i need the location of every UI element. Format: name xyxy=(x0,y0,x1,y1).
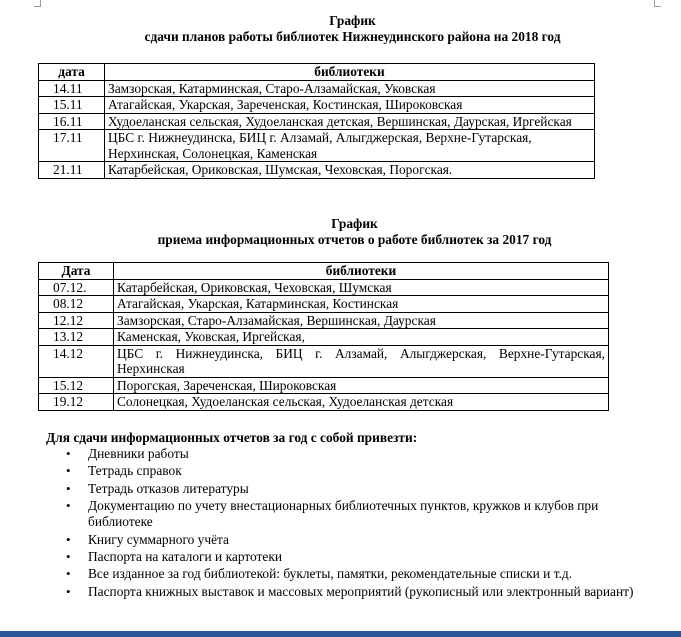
row-date: 12.12 xyxy=(39,312,114,329)
row-date: 08.12 xyxy=(39,296,114,313)
row-libraries: Катарбейская, Ориковская, Чеховская, Шумская xyxy=(114,279,609,296)
schedule2-table xyxy=(38,262,609,411)
page-corner-mark-right xyxy=(654,0,661,7)
row-libraries: Атагайская, Укарская, Катарминская, Костинская xyxy=(114,296,609,313)
table-row xyxy=(39,312,609,329)
row-libraries: Худоеланская сельская, Худоеланская детская, Вершинская, Даурская, Иргейская xyxy=(105,113,595,130)
list-item xyxy=(66,566,640,582)
list-item xyxy=(66,446,640,462)
bullet-icon: • xyxy=(66,531,71,547)
column-header-libraries: библиотеки xyxy=(105,64,595,81)
row-libraries: Каменская, Уковская, Иргейская, xyxy=(114,329,609,346)
row-date: 15.12 xyxy=(39,377,114,394)
list-item-text: Паспорта книжных выставок и массовых мероприятий (рукописный или электронный вариант) xyxy=(88,583,634,599)
list-item-text: Документацию по учету внестационарных библиотечных пунктов, кружков и клубов при библиотеке xyxy=(88,498,599,530)
table-row xyxy=(39,97,595,114)
row-date: 21.11 xyxy=(39,162,105,179)
schedule1-heading xyxy=(12,13,681,45)
list-item-text: Все изданное за год библиотекой: буклеты, памятки, рекомендательные списки и т.д. xyxy=(88,566,573,582)
row-date: 15.11 xyxy=(39,97,105,114)
page-corner-mark-left xyxy=(34,0,41,7)
row-date: 19.12 xyxy=(39,394,114,411)
table-row xyxy=(39,296,609,313)
list-item xyxy=(66,498,640,530)
window-bottom-bar xyxy=(0,631,681,637)
table-header-row xyxy=(39,263,609,280)
row-libraries: Атагайская, Укарская, Зареченская, Костинская, Широковская xyxy=(105,97,595,114)
table-row xyxy=(39,279,609,296)
schedule2-title: График xyxy=(331,216,378,231)
row-date: 14.12 xyxy=(39,345,114,377)
row-libraries: Катарбейская, Ориковская, Шумская, Чеховская, Порогская. xyxy=(105,162,595,179)
list-item xyxy=(66,549,640,565)
row-date: 16.11 xyxy=(39,113,105,130)
row-libraries: ЦБС г. Нижнеудинска, БИЦ г. Алзамай, Алыгджерская, Верхне-Гутарская, Нерхинская, Солонецкая, Каменская xyxy=(105,130,595,162)
bullet-icon: • xyxy=(66,480,71,496)
row-libraries: Замзорская, Старо-Алзамайская, Вершинская, Даурская xyxy=(114,312,609,329)
schedule1-subtitle: сдачи планов работы библиотек Нижнеудинского района на 2018 год xyxy=(144,29,561,44)
schedule1-title: График xyxy=(329,13,376,28)
bullet-icon: • xyxy=(66,583,71,599)
list-item xyxy=(66,584,640,600)
list-item-text: Дневники работы xyxy=(88,446,189,461)
row-date: 07.12. xyxy=(39,279,114,296)
row-libraries: Замзорская, Катарминская, Старо-Алзамайская, Уковская xyxy=(105,80,595,97)
checklist-title: Для сдачи информационных отчетов за год с собой привезти: xyxy=(46,430,418,445)
list-item-text: Паспорта на каталоги и картотеки xyxy=(88,548,282,564)
row-libraries: ЦБС г. Нижнеудинска, БИЦ г. Алзамай, Алыгджерская, Верхне-Гутарская, Нерхинская xyxy=(114,345,609,377)
row-date: 17.11 xyxy=(39,130,105,162)
list-item xyxy=(66,463,640,479)
column-header-date: Дата xyxy=(39,263,114,280)
list-item xyxy=(66,532,640,548)
table-row xyxy=(39,80,595,97)
column-header-date: дата xyxy=(39,64,105,81)
table-row xyxy=(39,329,609,346)
row-libraries: Солонецкая, Худоеланская сельская, Худоеланская детская xyxy=(114,394,609,411)
row-libraries: Порогская, Зареченская, Широковская xyxy=(114,377,609,394)
list-item-text: Тетрадь справок xyxy=(88,463,182,479)
table-row xyxy=(39,377,609,394)
schedule1-table xyxy=(38,63,595,179)
checklist xyxy=(66,446,640,601)
bullet-icon: • xyxy=(66,498,71,514)
bullet-icon: • xyxy=(66,463,71,479)
list-item-text: Книгу суммарного учёта xyxy=(88,531,229,547)
table-row xyxy=(39,130,595,162)
list-item-text: Тетрадь отказов литературы xyxy=(88,480,249,496)
row-date: 14.11 xyxy=(39,80,105,97)
row-date: 13.12 xyxy=(39,329,114,346)
table-row xyxy=(39,113,595,130)
bullet-icon: • xyxy=(66,548,71,564)
table-row xyxy=(39,394,609,411)
bullet-icon: • xyxy=(66,446,71,461)
schedule2-heading xyxy=(14,216,681,248)
column-header-libraries: библиотеки xyxy=(114,263,609,280)
table-header-row xyxy=(39,64,595,81)
bullet-icon: • xyxy=(66,566,71,582)
table-row xyxy=(39,162,595,179)
schedule2-subtitle: приема информационных отчетов о работе библиотек за 2017 год xyxy=(157,232,552,247)
table-row xyxy=(39,345,609,377)
list-item xyxy=(66,481,640,497)
